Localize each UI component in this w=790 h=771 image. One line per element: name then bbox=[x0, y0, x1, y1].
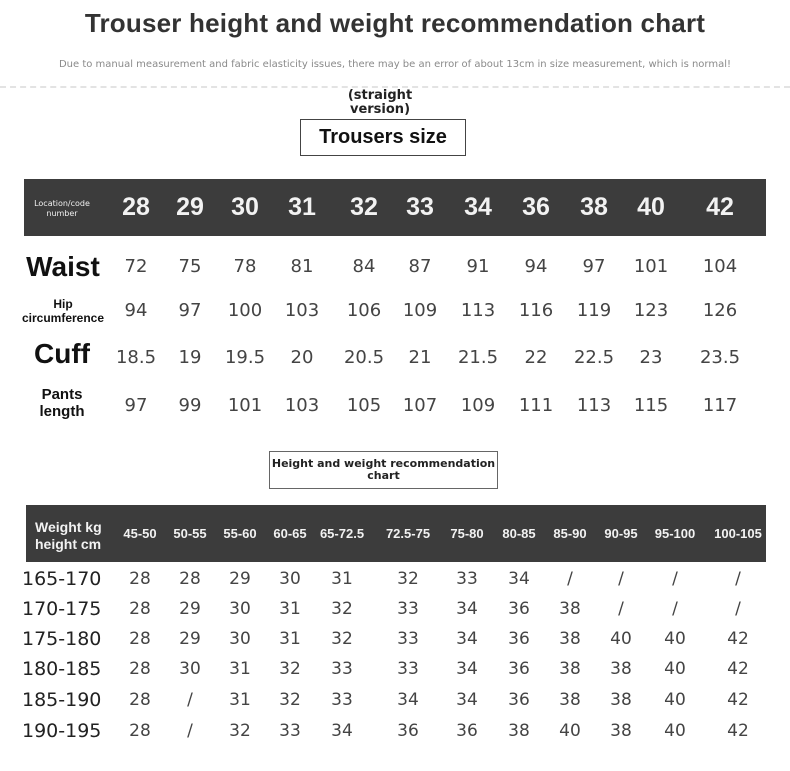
size-code-header: 30 bbox=[231, 193, 259, 221]
height-range-label: 190-195 bbox=[22, 720, 102, 742]
size-table-cell: 104 bbox=[702, 256, 738, 277]
recommended-size-cell: 42 bbox=[727, 721, 749, 741]
weight-range-header: 60-65 bbox=[273, 526, 307, 541]
size-table-cell: 113 bbox=[576, 395, 612, 416]
weight-label: Weight kg bbox=[35, 519, 102, 535]
size-table-cell: 123 bbox=[633, 300, 669, 321]
recommended-size-cell: / bbox=[735, 569, 741, 589]
size-table-cell: 94 bbox=[124, 300, 148, 321]
recommended-size-cell: 40 bbox=[664, 629, 686, 649]
recommended-size-cell: 40 bbox=[664, 690, 686, 710]
recommended-size-cell: 34 bbox=[456, 659, 478, 679]
size-table-cell: 101 bbox=[633, 256, 669, 277]
recommended-size-cell: 30 bbox=[229, 629, 251, 649]
size-table-cell: 119 bbox=[576, 300, 612, 321]
size-table-cell: 107 bbox=[402, 395, 438, 416]
weight-range-header: 85-90 bbox=[553, 526, 587, 541]
recommended-size-cell: 33 bbox=[397, 659, 419, 679]
size-table-cell: 111 bbox=[518, 395, 554, 416]
recommended-size-cell: 28 bbox=[129, 721, 151, 741]
recommended-size-cell: 28 bbox=[129, 629, 151, 649]
size-table-cell: 94 bbox=[524, 256, 548, 277]
recommended-size-cell: 40 bbox=[559, 721, 581, 741]
recommended-size-cell: 33 bbox=[331, 659, 353, 679]
size-table-cell: 19 bbox=[178, 347, 202, 368]
height-label: height cm bbox=[35, 536, 102, 552]
size-table-cell: 126 bbox=[702, 300, 738, 321]
version-note: (straight version) bbox=[347, 88, 413, 117]
size-table-cell: 97 bbox=[178, 300, 202, 321]
recommended-size-cell: 36 bbox=[508, 599, 530, 619]
recommended-size-cell: 28 bbox=[129, 599, 151, 619]
recommended-size-cell: 42 bbox=[727, 629, 749, 649]
size-code-header: 36 bbox=[522, 193, 550, 221]
recommended-size-cell: 33 bbox=[397, 629, 419, 649]
recommended-size-cell: 36 bbox=[508, 690, 530, 710]
recommended-size-cell: 36 bbox=[397, 721, 419, 741]
recommended-size-cell: 32 bbox=[397, 569, 419, 589]
height-range-label: 185-190 bbox=[22, 689, 102, 711]
recommended-size-cell: 29 bbox=[229, 569, 251, 589]
recommended-size-cell: 28 bbox=[179, 569, 201, 589]
recommended-size-cell: 32 bbox=[279, 690, 301, 710]
recommended-size-cell: 34 bbox=[456, 629, 478, 649]
size-table-cell: 18.5 bbox=[115, 347, 157, 368]
size-table-cell: 87 bbox=[408, 256, 432, 277]
recommended-size-cell: 28 bbox=[129, 659, 151, 679]
recommended-size-cell: 28 bbox=[129, 690, 151, 710]
size-code-header: 28 bbox=[122, 193, 150, 221]
recommended-size-cell: 32 bbox=[331, 629, 353, 649]
recommended-size-cell: 36 bbox=[456, 721, 478, 741]
size-code-header: 38 bbox=[580, 193, 608, 221]
size-table-cell: 97 bbox=[124, 395, 148, 416]
size-code-header: 34 bbox=[464, 193, 492, 221]
page-title: Trouser height and weight recommendation chart bbox=[84, 8, 706, 38]
recommended-size-cell: 40 bbox=[610, 629, 632, 649]
recommended-size-cell: 31 bbox=[331, 569, 353, 589]
weight-range-header: 65-72.5 bbox=[319, 526, 365, 541]
size-table-cell: 23.5 bbox=[699, 347, 741, 368]
recommended-size-cell: 31 bbox=[279, 629, 301, 649]
recommended-size-cell: 38 bbox=[559, 599, 581, 619]
weight-range-header: 50-55 bbox=[173, 526, 207, 541]
recommended-size-cell: 33 bbox=[397, 599, 419, 619]
weight-range-header: 72.5-75 bbox=[385, 526, 431, 541]
recommended-size-cell: 34 bbox=[397, 690, 419, 710]
recommended-size-cell: 34 bbox=[456, 690, 478, 710]
recommended-size-cell: 31 bbox=[279, 599, 301, 619]
recommended-size-cell: 38 bbox=[610, 721, 632, 741]
size-table-cell: 22 bbox=[524, 347, 548, 368]
recommended-size-cell: 36 bbox=[508, 659, 530, 679]
size-table-cell: 21.5 bbox=[457, 347, 499, 368]
page-subtitle: Due to manual measurement and fabric elasticity issues, there may be an error of about 13cm in size measurement, which is normal! bbox=[58, 59, 732, 70]
size-table-cell: 100 bbox=[227, 300, 263, 321]
recommended-size-cell: 33 bbox=[456, 569, 478, 589]
recommended-size-cell: 31 bbox=[229, 659, 251, 679]
recommended-size-cell: 29 bbox=[179, 629, 201, 649]
recommended-size-cell: 38 bbox=[559, 629, 581, 649]
row-label-waist: Waist bbox=[26, 251, 100, 282]
size-table-cell: 22.5 bbox=[573, 347, 615, 368]
height-range-label: 165-170 bbox=[22, 568, 102, 590]
recommended-size-cell: 36 bbox=[508, 629, 530, 649]
recommended-size-cell: 34 bbox=[456, 599, 478, 619]
size-header-label: Location/code number bbox=[34, 199, 90, 218]
size-table-cell: 78 bbox=[233, 256, 257, 277]
recommended-size-cell: 32 bbox=[229, 721, 251, 741]
size-table-cell: 21 bbox=[408, 347, 432, 368]
size-table-cell: 113 bbox=[460, 300, 496, 321]
recommended-size-cell: 40 bbox=[664, 659, 686, 679]
recommended-size-cell: 32 bbox=[331, 599, 353, 619]
weight-range-header: 55-60 bbox=[223, 526, 257, 541]
height-range-label: 180-185 bbox=[22, 658, 102, 680]
size-code-header: 40 bbox=[637, 193, 665, 221]
size-table-cell: 106 bbox=[346, 300, 382, 321]
size-table-cell: 109 bbox=[402, 300, 438, 321]
size-table-cell: 20 bbox=[290, 347, 314, 368]
size-table-cell: 81 bbox=[290, 256, 314, 277]
recommended-size-cell: 40 bbox=[664, 721, 686, 741]
recommended-size-cell: 38 bbox=[559, 690, 581, 710]
recommended-size-cell: 38 bbox=[559, 659, 581, 679]
row-label-cuff: Cuff bbox=[34, 338, 90, 369]
size-table-cell: 97 bbox=[582, 256, 606, 277]
recommended-size-cell: / bbox=[187, 690, 193, 710]
recommended-size-cell: 30 bbox=[179, 659, 201, 679]
weight-range-header: 95-100 bbox=[654, 526, 696, 541]
size-table-cell: 84 bbox=[352, 256, 376, 277]
size-table-cell: 101 bbox=[227, 395, 263, 416]
size-table-cell: 116 bbox=[518, 300, 554, 321]
size-table-cell: 109 bbox=[460, 395, 496, 416]
recommended-size-cell: / bbox=[672, 599, 678, 619]
recommended-size-cell: 30 bbox=[229, 599, 251, 619]
size-table-cell: 105 bbox=[346, 395, 382, 416]
size-code-header: 29 bbox=[176, 193, 204, 221]
recommended-size-cell: 38 bbox=[610, 690, 632, 710]
recommended-size-cell: 28 bbox=[129, 569, 151, 589]
size-code-header: 31 bbox=[288, 193, 316, 221]
recommended-size-cell: / bbox=[735, 599, 741, 619]
size-code-header: 32 bbox=[350, 193, 378, 221]
recommended-size-cell: 38 bbox=[508, 721, 530, 741]
recommended-size-cell: 30 bbox=[279, 569, 301, 589]
size-table-cell: 19.5 bbox=[224, 347, 266, 368]
weight-range-header: 80-85 bbox=[502, 526, 536, 541]
size-table-cell: 20.5 bbox=[343, 347, 385, 368]
size-table-cell: 75 bbox=[178, 256, 202, 277]
row-label-hip: Hip circumference bbox=[21, 297, 105, 325]
recommended-size-cell: 38 bbox=[610, 659, 632, 679]
recommended-size-cell: 42 bbox=[727, 659, 749, 679]
recommended-size-cell: 32 bbox=[279, 659, 301, 679]
recommended-size-cell: / bbox=[618, 569, 624, 589]
height-range-label: 170-175 bbox=[22, 598, 102, 620]
size-table-cell: 103 bbox=[284, 300, 320, 321]
recommended-size-cell: / bbox=[672, 569, 678, 589]
row-label-pants-length: Pants length bbox=[39, 386, 85, 420]
weight-range-header: 90-95 bbox=[604, 526, 638, 541]
recommended-size-cell: 29 bbox=[179, 599, 201, 619]
recommended-size-cell: 31 bbox=[229, 690, 251, 710]
recommended-size-cell: / bbox=[187, 721, 193, 741]
size-table-cell: 115 bbox=[633, 395, 669, 416]
size-section-title: Trousers size bbox=[300, 119, 466, 156]
size-code-header: 42 bbox=[706, 193, 734, 221]
weight-range-header: 75-80 bbox=[450, 526, 484, 541]
recommended-size-cell: 42 bbox=[727, 690, 749, 710]
size-table-cell: 99 bbox=[178, 395, 202, 416]
weight-range-header: 100-105 bbox=[714, 526, 762, 541]
recommended-size-cell: / bbox=[618, 599, 624, 619]
size-table-cell: 72 bbox=[124, 256, 148, 277]
recommended-size-cell: / bbox=[567, 569, 573, 589]
recommend-section-title: Height and weight recommendation chart bbox=[269, 451, 498, 489]
recommended-size-cell: 34 bbox=[508, 569, 530, 589]
weight-range-header: 45-50 bbox=[123, 526, 157, 541]
size-code-header: 33 bbox=[406, 193, 434, 221]
height-range-label: 175-180 bbox=[22, 628, 102, 650]
size-table-cell: 103 bbox=[284, 395, 320, 416]
recommended-size-cell: 33 bbox=[279, 721, 301, 741]
size-table-cell: 91 bbox=[466, 256, 490, 277]
recommended-size-cell: 33 bbox=[331, 690, 353, 710]
size-table-cell: 23 bbox=[639, 347, 663, 368]
recommended-size-cell: 34 bbox=[331, 721, 353, 741]
size-table-cell: 117 bbox=[702, 395, 738, 416]
